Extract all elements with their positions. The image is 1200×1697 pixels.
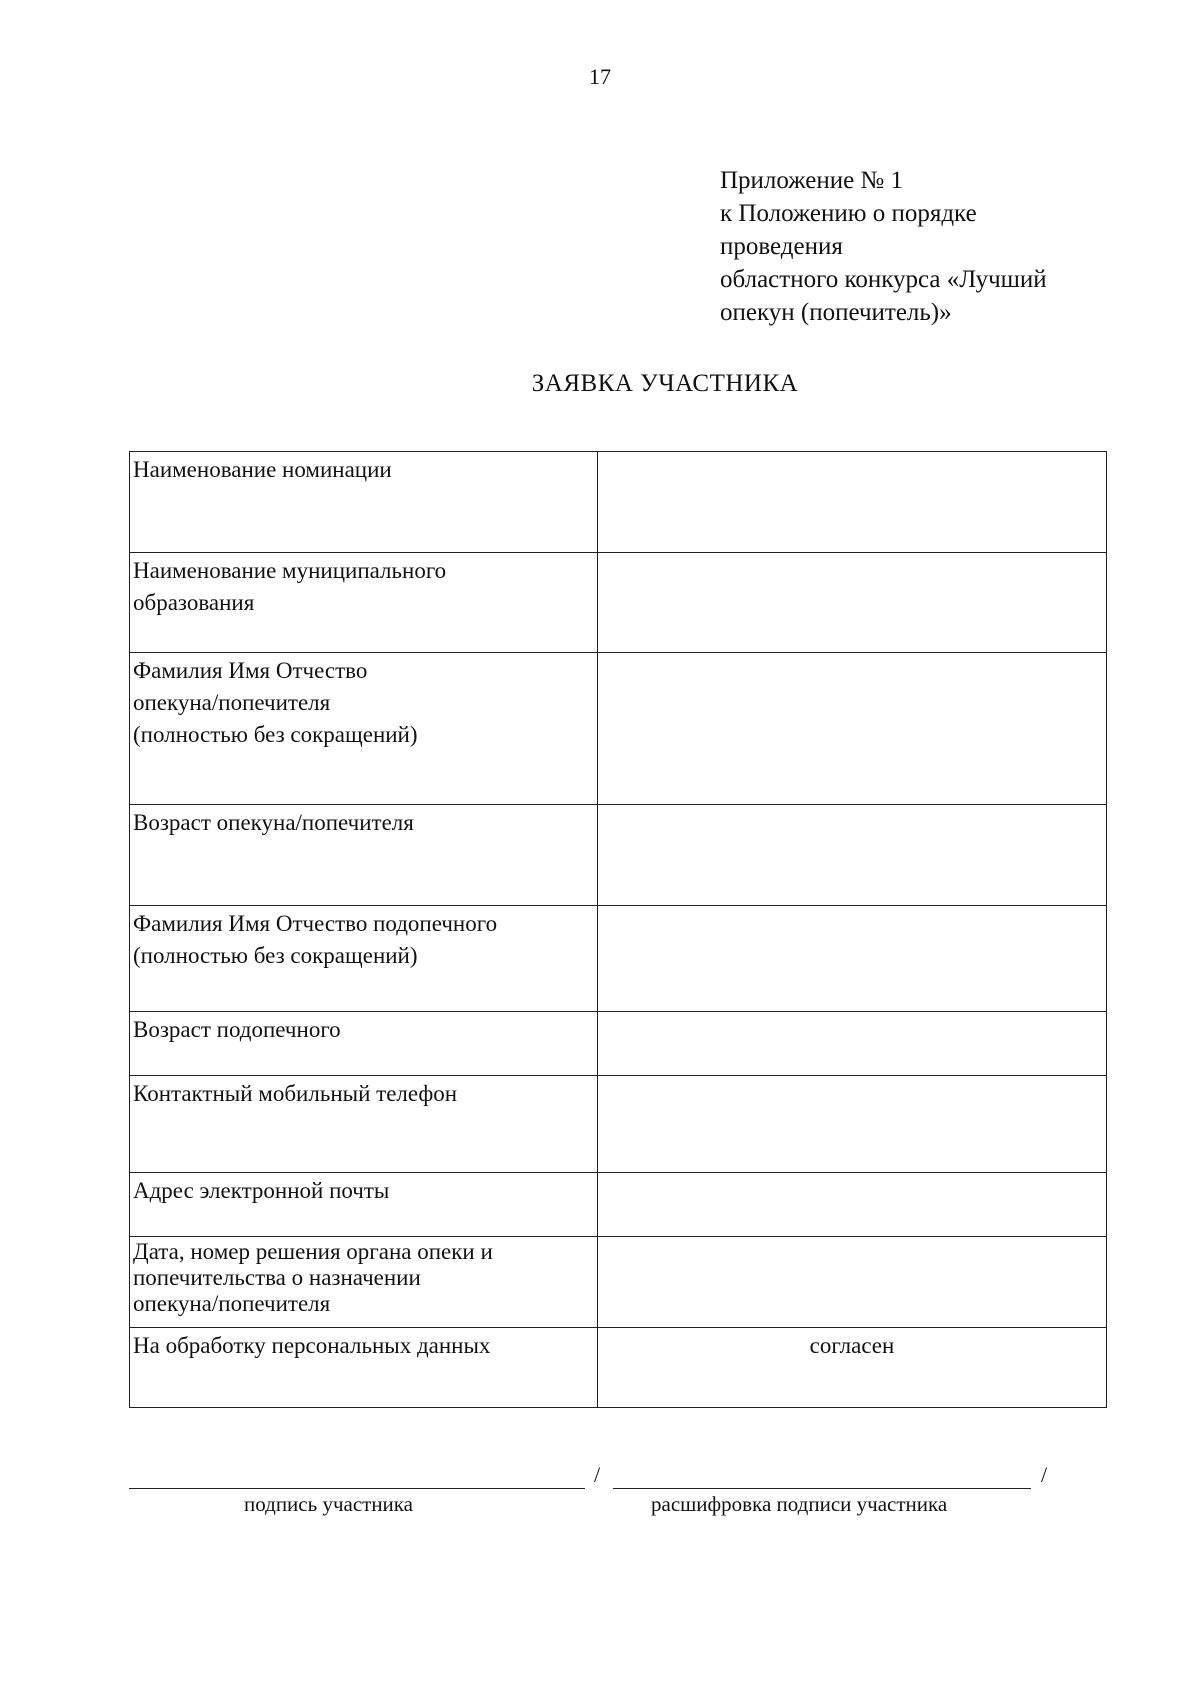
form-value-field[interactable]: [598, 805, 1107, 906]
separator-slash: /: [1041, 1462, 1048, 1487]
form-row-municipality: [130, 553, 1107, 653]
annex-line: опекун (попечитель)»: [720, 299, 952, 326]
consent-value[interactable]: согласен: [598, 1328, 1107, 1408]
form-row-consent: [130, 1328, 1107, 1408]
form-value-field[interactable]: [598, 553, 1107, 653]
form-label: Возраст подопечного: [130, 1012, 598, 1076]
signature-decoding-line[interactable]: [613, 1488, 1031, 1489]
form-value-field[interactable]: [598, 452, 1107, 553]
document-title: ЗАЯВКА УЧАСТНИКА: [531, 370, 799, 397]
form-label: Наименование номинации: [130, 452, 598, 553]
form-row-email: [130, 1173, 1107, 1237]
form-label: Адрес электронной почты: [130, 1173, 598, 1237]
signature-area: [129, 1462, 1059, 1526]
form-value-field[interactable]: [598, 1237, 1107, 1328]
form-row-ward-name: [130, 906, 1107, 1012]
signature-decoding-caption: расшифровка подписи участника: [651, 1492, 948, 1516]
form-row-nomination: [130, 452, 1107, 553]
form-label: На обработку персональных данных: [130, 1328, 598, 1408]
signature-caption: подпись участника: [244, 1492, 414, 1516]
form-label: Наименование муниципального образования: [130, 553, 598, 653]
page-number: 17: [589, 64, 611, 89]
annex-line: к Положению о порядке: [720, 200, 977, 227]
form-label: Фамилия Имя Отчество опекуна/попечителя (полностью без сокращений): [130, 653, 598, 805]
form-label: Дата, номер решения органа опеки и попечительства о назначении опекуна/попечителя: [130, 1237, 598, 1328]
separator-slash: /: [594, 1462, 601, 1487]
form-value-field[interactable]: [598, 1173, 1107, 1237]
form-row-phone: [130, 1076, 1107, 1173]
form-value-field[interactable]: [598, 1012, 1107, 1076]
annex-line: областного конкурса «Лучший: [720, 266, 1047, 293]
annex-header: [720, 164, 1150, 329]
form-value-field[interactable]: [598, 653, 1107, 805]
form-row-ward-age: [130, 1012, 1107, 1076]
form-row-decision: [130, 1237, 1107, 1328]
form-row-guardian-age: [130, 805, 1107, 906]
application-form-table: [129, 451, 1107, 1408]
form-label: Фамилия Имя Отчество подопечного (полностью без сокращений): [130, 906, 598, 1012]
form-label: Контактный мобильный телефон: [130, 1076, 598, 1173]
annex-line: Приложение № 1: [720, 167, 904, 194]
form-value-field[interactable]: [598, 1076, 1107, 1173]
annex-line: проведения: [720, 233, 843, 260]
form-value-field[interactable]: [598, 906, 1107, 1012]
form-label: Возраст опекуна/попечителя: [130, 805, 598, 906]
signature-line[interactable]: [129, 1488, 585, 1489]
form-row-guardian-name: [130, 653, 1107, 805]
